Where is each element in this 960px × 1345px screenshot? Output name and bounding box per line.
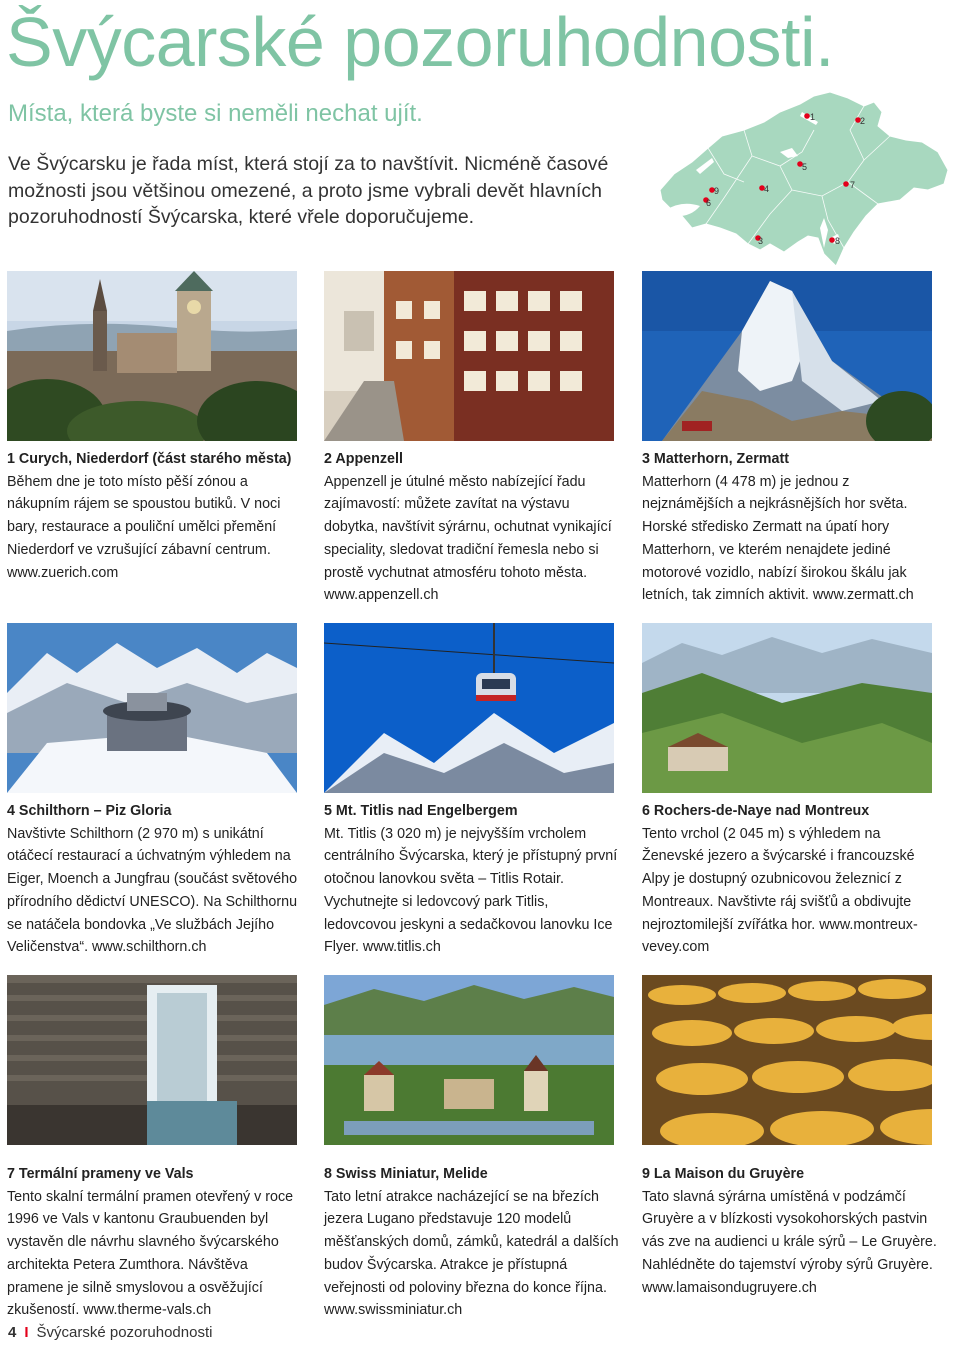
card-7-body: Tento skalní termální pramen otevřený v roce 1996 ve Vals v kantonu Graubuenden byl vystavěn dle návrhu slavného švýcarského architekta Petera Zumthora. Návštěva pramene je silně smyslovou a osvěžující zkušeností. www.therme-vals.ch: [7, 1188, 294, 1319]
card-8-body: Tato letní atrakce nacházející se na březích jezera Lugano představuje 120 modelů měšťanských domů, zámků, katedrál a dalších budov Švýcarska. Atrakce je přístupná veřejnosti od poloviny března do konce října. www.swissminiatur.ch: [324, 1188, 619, 1319]
photo-matterhorn: [642, 271, 932, 441]
card-1-body: Během dne je toto místo pěší zónou a nákupním rájem se spoustou butiků. V noci bary, restaurace a pouliční umělci přemění Niederdorf ve vzrušující zábavní centrum. www.zuerich.com: [7, 473, 281, 581]
photo-gruyere: [642, 975, 932, 1145]
card-9-body: Tato slavná sýrárna umístěná v podzámčí Gruyère a v blízkosti vysokohorských pastvin vás zve na audienci u krále sýrů – Le Gruyère. Nahlédněte do tajemství výroby sýrů Gruyère. www.lamaisondugruyere.ch: [642, 1188, 937, 1296]
card-4: [7, 800, 303, 959]
photo-zurich: [7, 271, 297, 441]
photo-schilthorn: [7, 623, 297, 793]
page-subtitle: Místa, která byste si neměli nechat ujít.: [8, 100, 423, 127]
photo-titlis: [324, 623, 614, 793]
card-7: [7, 1163, 303, 1322]
photo-vals: [7, 975, 297, 1145]
card-1-heading: 1 Curych, Niederdorf (část starého města): [7, 451, 292, 467]
card-3: [642, 448, 938, 607]
photo-rochers-de-naye: [642, 623, 932, 793]
map-label-4: 4: [764, 184, 770, 194]
map-label-6: 6: [706, 198, 712, 208]
map-label-9: 9: [714, 186, 720, 196]
photo-appenzell: [324, 271, 614, 441]
map-label-7: 7: [850, 180, 856, 190]
card-4-body: Navštivte Schilthorn (2 970 m) s unikátní otáčecí restaurací a úchvatným výhledem na Eiger, Moench a Jungfrau (součást světového přírodního dědictví UNESCO). Na Schilthornu se natáčela bondovka „Ve službách Jejího Veličenstva“. www.schilthorn.ch: [7, 825, 298, 956]
card-2: [324, 448, 620, 607]
card-6-heading: 6 Rochers-de-Naye nad Montreux: [642, 803, 870, 819]
switzerland-map: [652, 78, 952, 268]
card-5: [324, 800, 620, 959]
intro-paragraph: Ve Švýcarsku je řada míst, která stojí za to navštívit. Nicméně časové možnosti jsou většinou omezené, a proto jsme vybrali devět hlavních pozoruhodností Švýcarska, které vřele doporučujeme.: [8, 153, 609, 228]
card-2-heading: 2 Appenzell: [324, 451, 403, 467]
map-label-2: 2: [860, 116, 866, 126]
map-label-8: 8: [835, 236, 841, 246]
map-label-3: 3: [758, 236, 764, 246]
page-footer: [8, 1324, 212, 1341]
card-6: [642, 800, 938, 959]
page-title: Švýcarské pozoruhodnosti.: [6, 3, 834, 81]
card-5-heading: 5 Mt. Titlis nad Engelbergem: [324, 803, 518, 819]
card-9: [642, 1163, 938, 1299]
card-9-heading: 9 La Maison du Gruyère: [642, 1166, 805, 1182]
card-8: [324, 1163, 620, 1322]
card-3-heading: 3 Matterhorn, Zermatt: [642, 451, 789, 467]
card-2-body: Appenzell je útulné město nabízející řadu zajímavostí: můžete zavítat na výstavu dobytka, navštívit sýrárnu, ochutnat vynikající speciality, sledovat tradiční řemesla nebo si prostě vychutnat atmosféru tohoto města. www.appenzell.ch: [324, 473, 612, 604]
map-label-5: 5: [802, 162, 808, 172]
card-6-body: Tento vrchol (2 045 m) s výhledem na Ženevské jezero a švýcarské i francouzské Alpy je dostupný ozubnicovou železnicí z Montreaux. Navštivte ráj svišťů a obdivujte nejroztomilejší zvířátka hor. www.montreux-vevey.com: [642, 825, 918, 956]
footer-section-title: Švýcarské pozoruhodnosti: [36, 1324, 213, 1341]
card-1: [7, 448, 303, 584]
photo-swiss-miniatur: [324, 975, 614, 1145]
card-5-body: Mt. Titlis (3 020 m) je nejvyšším vrcholem centrálního Švýcarska, který je přístupný první otočnou lanovkou světa – Titlis Rotair. Vychutnejte si ledovcový park Titlis, ledovcovou jeskyni a sedačkovou lanovku Ice Flyer. www.titlis.ch: [324, 825, 618, 956]
card-4-heading: 4 Schilthorn – Piz Gloria: [7, 803, 172, 819]
map-label-1: 1: [810, 112, 816, 122]
card-7-heading: 7 Termální prameny ve Vals: [7, 1166, 194, 1182]
card-3-body: Matterhorn (4 478 m) je jednou z nejznámějších a nejkrásnějších hor světa. Horské středisko Zermatt na úpatí hory Matterhorn, ve kterém nenajdete jediné motorové vozidlo, nabízí širokou škálu jak letních, tak zimních aktivit. www.zermatt.ch: [642, 473, 914, 604]
card-8-heading: 8 Swiss Miniatur, Melide: [324, 1166, 488, 1182]
page-number: 4: [8, 1324, 17, 1341]
footer-separator: I: [24, 1324, 29, 1341]
